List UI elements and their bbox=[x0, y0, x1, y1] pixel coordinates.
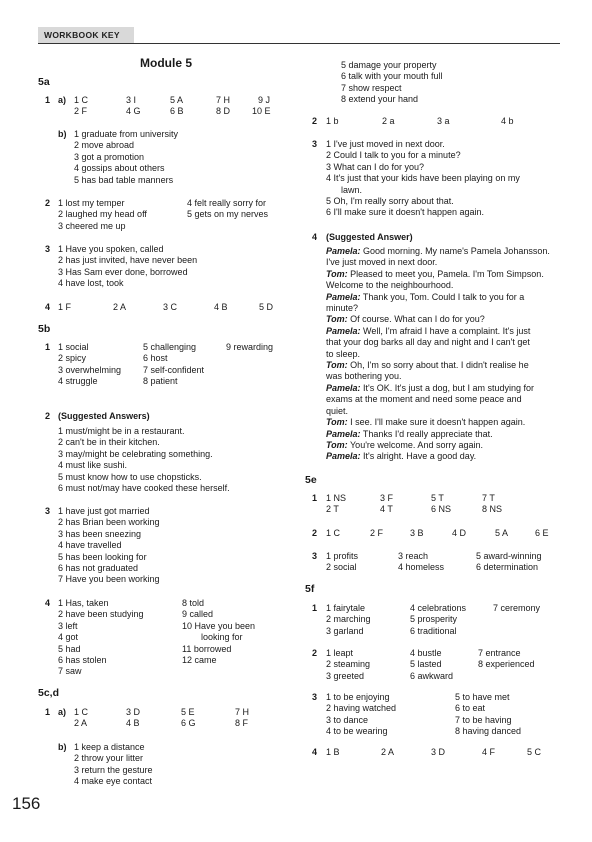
answer-list bbox=[455, 692, 521, 738]
answer-item: 3 has been sneezing bbox=[58, 528, 142, 539]
answer-item: 6 NS bbox=[431, 504, 452, 514]
answer-item: 5 damage your property bbox=[341, 60, 437, 70]
speaker-name: Pamela: bbox=[326, 382, 361, 393]
answer-item: 3 reach bbox=[398, 551, 429, 561]
answer-item: 7 to be having bbox=[455, 714, 512, 725]
speaker-name: Tom: bbox=[326, 268, 348, 279]
answer-list bbox=[74, 742, 153, 788]
answer-item: 3 got a promotion bbox=[74, 151, 145, 162]
speaker-name: Pamela: bbox=[326, 246, 361, 256]
answer-item: 6 E bbox=[535, 528, 549, 538]
answer-item: 2 spicy bbox=[58, 353, 87, 364]
answer-item: 6 awkward bbox=[410, 670, 454, 681]
sub-label: b) bbox=[58, 742, 67, 752]
answer-item: 6 host bbox=[143, 353, 168, 364]
speaker-name: Tom: bbox=[326, 314, 348, 325]
answer-item: 1 C bbox=[326, 528, 341, 538]
answer-item: 1 C bbox=[74, 95, 89, 105]
answer-item: 8 F bbox=[235, 718, 249, 728]
answer-item: 4 have lost, took bbox=[58, 278, 124, 289]
answer-item-continued: looking for bbox=[201, 632, 243, 643]
answer-item: 5 E bbox=[181, 707, 195, 717]
answer-item: 5 A bbox=[170, 95, 184, 105]
dialogue-text: It's OK. It's just a dog, but I am studying for bbox=[360, 382, 535, 393]
answer-item: 6 has not graduated bbox=[58, 563, 139, 574]
answer-list bbox=[478, 648, 535, 671]
answer-item: 8 D bbox=[216, 106, 231, 116]
answer-item: 3 may/might be celebrating something. bbox=[58, 448, 213, 459]
answer-list bbox=[58, 244, 197, 290]
answer-item: 6 B bbox=[170, 106, 184, 116]
dialogue-line bbox=[326, 280, 566, 291]
answer-item: 1 Has, taken bbox=[58, 598, 109, 608]
answer-item: 1 graduate from university bbox=[74, 129, 179, 139]
answer-item: 2 A bbox=[74, 718, 88, 728]
answer-item: 5 has bad table manners bbox=[74, 174, 174, 185]
answer-item: 5 Oh, I'm really sorry about that. bbox=[326, 196, 454, 207]
dialogue-text: I see. I'll make sure it doesn't happen again. bbox=[347, 417, 526, 428]
dialogue-line bbox=[326, 303, 566, 314]
answer-item: 1 b bbox=[326, 116, 339, 126]
answer-item: 2 marching bbox=[326, 614, 371, 625]
dialogue-text: to sleep. bbox=[326, 348, 361, 359]
answer-item: 2 having watched bbox=[326, 703, 397, 714]
question-number: 4 bbox=[312, 747, 318, 757]
dialogue-text: Of course. What can I do for you? bbox=[347, 314, 485, 325]
answer-list bbox=[410, 648, 453, 682]
answer-item: 5 A bbox=[495, 528, 509, 538]
dialogue-text: Pleased to meet you, Pamela. I'm Tom Simpson. bbox=[347, 268, 544, 279]
page-number: 156 bbox=[12, 794, 41, 813]
answer-item: 7 self-confident bbox=[143, 364, 205, 375]
dialogue-line bbox=[326, 371, 566, 382]
answer-item: 9 rewarding bbox=[226, 342, 274, 352]
answer-item: 8 told bbox=[182, 598, 205, 608]
answer-item: 2 A bbox=[381, 747, 395, 757]
answer-item: 4 B bbox=[214, 302, 228, 312]
answer-item: 2 has Brian been working bbox=[58, 517, 160, 528]
answer-item: 10 E bbox=[252, 106, 271, 116]
answer-item: 8 NS bbox=[482, 504, 503, 514]
answer-item: 1 B bbox=[326, 747, 340, 757]
speaker-name: Pamela: bbox=[326, 325, 361, 336]
answer-item: 4 struggle bbox=[58, 376, 98, 387]
answer-item: 9 called bbox=[182, 609, 214, 620]
answer-item: 5 gets on my nerves bbox=[187, 209, 269, 220]
suggested-answer-label: (Suggested Answer) bbox=[326, 232, 413, 242]
answer-list bbox=[143, 342, 204, 388]
answer-item: 3 What can I do for you? bbox=[326, 161, 425, 172]
question-number: 3 bbox=[45, 506, 51, 516]
answer-item: 9 J bbox=[258, 95, 271, 105]
dialogue-text: You're welcome. And sorry again. bbox=[347, 439, 483, 450]
answer-item: 4 gossips about others bbox=[74, 163, 165, 174]
answer-item: 3 left bbox=[58, 620, 78, 631]
question-number: 3 bbox=[312, 551, 318, 561]
section-heading-5a: 5a bbox=[38, 76, 50, 88]
dialogue-text: that your dog barks all day and night and I can't get bbox=[326, 337, 530, 348]
answer-item: 4 have travelled bbox=[58, 540, 122, 551]
answer-item: 7 ceremony bbox=[493, 603, 541, 613]
answer-item: 4 must like sushi. bbox=[58, 460, 128, 471]
answer-item: 1 NS bbox=[326, 493, 347, 503]
answer-item: 3 B bbox=[410, 528, 424, 538]
answer-item: 6 determination bbox=[476, 562, 539, 572]
question-number: 4 bbox=[312, 232, 318, 242]
dialogue-text: Well, I'm afraid I have a complaint. It's just bbox=[360, 325, 531, 336]
answer-list bbox=[58, 198, 147, 232]
answer-item: 4 T bbox=[380, 504, 393, 514]
answer-item: 2 a bbox=[382, 116, 395, 126]
question-number: 2 bbox=[45, 411, 51, 421]
answer-item: 4 B bbox=[126, 718, 140, 728]
answer-item: 1 Have you spoken, called bbox=[58, 244, 164, 254]
answer-list bbox=[187, 198, 268, 221]
dialogue bbox=[326, 246, 566, 463]
answer-list bbox=[58, 506, 160, 586]
answer-item: 2 throw your litter bbox=[74, 753, 144, 764]
answer-list bbox=[410, 603, 466, 637]
answer-item: 6 to eat bbox=[455, 703, 486, 714]
dialogue-line bbox=[326, 326, 566, 337]
dialogue-line bbox=[326, 269, 566, 280]
answer-item: 4 D bbox=[452, 528, 467, 538]
sub-label: b) bbox=[58, 129, 67, 139]
answer-item: 3 F bbox=[380, 493, 394, 503]
answer-item: 2 Could I talk to you for a minute? bbox=[326, 150, 461, 161]
answer-item: 2 laughed my head off bbox=[58, 209, 147, 220]
answer-item: 3 D bbox=[431, 747, 446, 757]
sub-label: a) bbox=[58, 95, 67, 105]
dialogue-text: was bothering you. bbox=[326, 371, 402, 382]
dialogue-text: Oh, I'm so sorry about that. I didn't realise he bbox=[347, 360, 529, 371]
answer-item: 4 make eye contact bbox=[74, 776, 153, 787]
answer-item: 6 has stolen bbox=[58, 655, 107, 666]
answer-item: 1 leapt bbox=[326, 648, 354, 658]
section-heading-5b: 5b bbox=[38, 323, 51, 335]
answer-item: 8 experienced bbox=[478, 659, 535, 670]
speaker-name: Tom: bbox=[326, 360, 348, 371]
question-number: 1 bbox=[312, 603, 318, 613]
question-number: 1 bbox=[45, 342, 51, 352]
dialogue-line bbox=[326, 337, 566, 348]
dialogue-text: Thank you, Tom. Could I talk to you for a bbox=[360, 291, 525, 302]
answer-list bbox=[74, 129, 178, 186]
module-title: Module 5 bbox=[140, 56, 193, 70]
question-number: 1 bbox=[45, 95, 51, 105]
answer-item: 4 It's just that your kids have been playing on my bbox=[326, 173, 520, 184]
answer-item: 7 Have you been working bbox=[58, 574, 160, 585]
answer-item: 5 D bbox=[259, 302, 274, 312]
question-number: 4 bbox=[45, 302, 51, 312]
question-number: 2 bbox=[312, 116, 318, 126]
answer-item: 3 I bbox=[126, 95, 137, 105]
question-number: 2 bbox=[45, 198, 51, 208]
answer-list bbox=[326, 692, 396, 738]
dialogue-text: Thanks I'd really appreciate that. bbox=[360, 428, 493, 439]
dialogue-line bbox=[326, 314, 566, 325]
dialogue-text: It's alright. Have a good day. bbox=[360, 451, 477, 462]
question-number: 2 bbox=[312, 648, 318, 658]
question-number: 3 bbox=[312, 139, 318, 149]
dialogue-text: Good morning. My name's Pamela Johansson. bbox=[360, 246, 550, 256]
dialogue-line bbox=[326, 394, 566, 405]
answer-item: 1 have just got married bbox=[58, 506, 150, 516]
answer-item: 3 C bbox=[163, 302, 178, 312]
dialogue-line bbox=[326, 429, 566, 440]
dialogue-text: minute? bbox=[326, 303, 359, 314]
answer-item: 7 show respect bbox=[341, 82, 402, 93]
answer-item-continued: lawn. bbox=[341, 184, 363, 195]
answer-item: 4 bustle bbox=[410, 648, 442, 658]
answer-item: 4 celebrations bbox=[410, 603, 467, 613]
dialogue-line bbox=[326, 349, 566, 360]
question-number: 1 bbox=[45, 707, 51, 717]
answer-item: 5 C bbox=[527, 747, 542, 757]
answer-item: 1 I've just moved in next door. bbox=[326, 139, 445, 149]
answer-item: 2 move abroad bbox=[74, 140, 135, 151]
question-number: 2 bbox=[312, 528, 318, 538]
speaker-name: Tom: bbox=[326, 417, 348, 428]
answer-list bbox=[58, 426, 230, 494]
answer-item: 3 Has Sam ever done, borrowed bbox=[58, 266, 188, 277]
answer-item: 12 came bbox=[182, 655, 217, 666]
answer-item: 1 F bbox=[58, 302, 72, 312]
question-number: 3 bbox=[312, 692, 318, 702]
answer-item: 6 traditional bbox=[410, 625, 457, 636]
dialogue-line bbox=[326, 292, 566, 303]
section-heading-5f: 5f bbox=[305, 583, 315, 595]
answer-item: 2 have been studying bbox=[58, 609, 144, 620]
answer-item: 2 has just invited, have never been bbox=[58, 255, 198, 266]
answer-item: 8 having danced bbox=[455, 726, 522, 737]
answer-item: 6 talk with your mouth full bbox=[341, 71, 443, 82]
answer-item: 1 profits bbox=[326, 551, 359, 561]
answer-item: 5 must know how to use chopsticks. bbox=[58, 471, 202, 482]
answer-item: 5 had bbox=[58, 643, 81, 654]
answer-item: 3 a bbox=[437, 116, 450, 126]
answer-item: 5 challenging bbox=[143, 342, 197, 352]
answer-item: 4 homeless bbox=[398, 562, 445, 572]
section-heading-5cd: 5c,d bbox=[38, 687, 60, 699]
question-number: 3 bbox=[45, 244, 51, 254]
answer-item: 7 entrance bbox=[478, 648, 521, 658]
answer-item: 2 social bbox=[326, 562, 357, 572]
answer-item: 2 F bbox=[370, 528, 384, 538]
answer-item: 3 D bbox=[126, 707, 141, 717]
answer-item: 8 patient bbox=[143, 376, 178, 387]
answer-list bbox=[182, 598, 255, 666]
dialogue-line bbox=[326, 246, 566, 257]
answer-item: 1 keep a distance bbox=[74, 742, 145, 752]
speaker-name: Pamela: bbox=[326, 291, 361, 302]
speaker-name: Pamela: bbox=[326, 451, 361, 462]
answer-item: 1 fairytale bbox=[326, 603, 366, 613]
dialogue-line bbox=[326, 451, 566, 462]
dialogue-text: Welcome to the neighbourhood. bbox=[326, 280, 454, 291]
answer-item: 3 greeted bbox=[326, 670, 365, 681]
answer-item: 6 G bbox=[181, 718, 196, 728]
answer-item: 3 cheered me up bbox=[58, 220, 126, 231]
answer-item: 4 got bbox=[58, 632, 79, 643]
answer-item: 1 to be enjoying bbox=[326, 692, 390, 702]
answer-item: 5 award-winning bbox=[476, 551, 542, 561]
answer-item: 6 must not/may have cooked these herself. bbox=[58, 483, 230, 494]
answer-item: 2 steaming bbox=[326, 659, 371, 670]
answer-item: 4 F bbox=[482, 747, 496, 757]
dialogue-line bbox=[326, 257, 566, 268]
answer-item: 2 T bbox=[326, 504, 339, 514]
answer-item: 8 extend your hand bbox=[341, 94, 419, 105]
question-number: 4 bbox=[45, 598, 51, 608]
answer-item: 4 to be wearing bbox=[326, 726, 388, 737]
workbook-key-tag: WORKBOOK KEY bbox=[38, 27, 134, 43]
answer-item: 3 to dance bbox=[326, 714, 369, 725]
suggested-answers-label: (Suggested Answers) bbox=[58, 411, 150, 421]
speaker-name: Pamela: bbox=[326, 428, 361, 439]
answer-item: 11 borrowed bbox=[182, 643, 232, 654]
answer-item: 5 lasted bbox=[410, 659, 442, 670]
answer-item: 1 social bbox=[58, 342, 89, 352]
sub-label: a) bbox=[58, 707, 67, 717]
answer-item: 6 I'll make sure it doesn't happen again. bbox=[326, 207, 485, 218]
dialogue-line bbox=[326, 406, 566, 417]
answer-item: 7 T bbox=[482, 493, 495, 503]
answer-list bbox=[326, 139, 566, 219]
dialogue-line bbox=[326, 383, 566, 394]
answer-item: 7 H bbox=[235, 707, 250, 717]
answer-item: 4 G bbox=[126, 106, 141, 116]
answer-item: 4 b bbox=[501, 116, 514, 126]
answer-item: 10 Have you been bbox=[182, 620, 256, 631]
dialogue-text: quiet. bbox=[326, 405, 349, 416]
answer-item: 5 to have met bbox=[455, 692, 510, 702]
section-heading-5e: 5e bbox=[305, 474, 317, 486]
answer-item: 4 felt really sorry for bbox=[187, 198, 267, 208]
dialogue-text: exams at the moment and need some peace and bbox=[326, 394, 522, 405]
header-rule bbox=[38, 43, 560, 44]
answer-list bbox=[326, 603, 371, 637]
answer-item: 3 overwhelming bbox=[58, 364, 122, 375]
answer-item: 1 lost my temper bbox=[58, 198, 125, 208]
answer-item: 5 prosperity bbox=[410, 614, 458, 625]
answer-item: 2 A bbox=[113, 302, 127, 312]
question-number: 1 bbox=[312, 493, 318, 503]
answer-item: 7 H bbox=[216, 95, 231, 105]
dialogue-line bbox=[326, 440, 566, 451]
answer-item: 5 T bbox=[431, 493, 444, 503]
answer-item: 2 F bbox=[74, 106, 88, 116]
answer-list bbox=[341, 60, 443, 106]
answer-item: 3 garland bbox=[326, 625, 364, 636]
answer-list bbox=[326, 648, 370, 682]
dialogue-line bbox=[326, 360, 566, 371]
answer-item: 3 return the gesture bbox=[74, 764, 153, 775]
answer-item: 7 saw bbox=[58, 666, 82, 677]
dialogue-line bbox=[326, 417, 566, 428]
answer-list bbox=[58, 342, 121, 388]
answer-item: 1 must/might be in a restaurant. bbox=[58, 426, 185, 436]
dialogue-text: I've just moved in next door. bbox=[326, 257, 438, 268]
answer-item: 1 C bbox=[74, 707, 89, 717]
answer-item: 2 can't be in their kitchen. bbox=[58, 437, 160, 448]
answer-list bbox=[58, 598, 144, 678]
answer-item: 5 has been looking for bbox=[58, 551, 147, 562]
speaker-name: Tom: bbox=[326, 439, 348, 450]
